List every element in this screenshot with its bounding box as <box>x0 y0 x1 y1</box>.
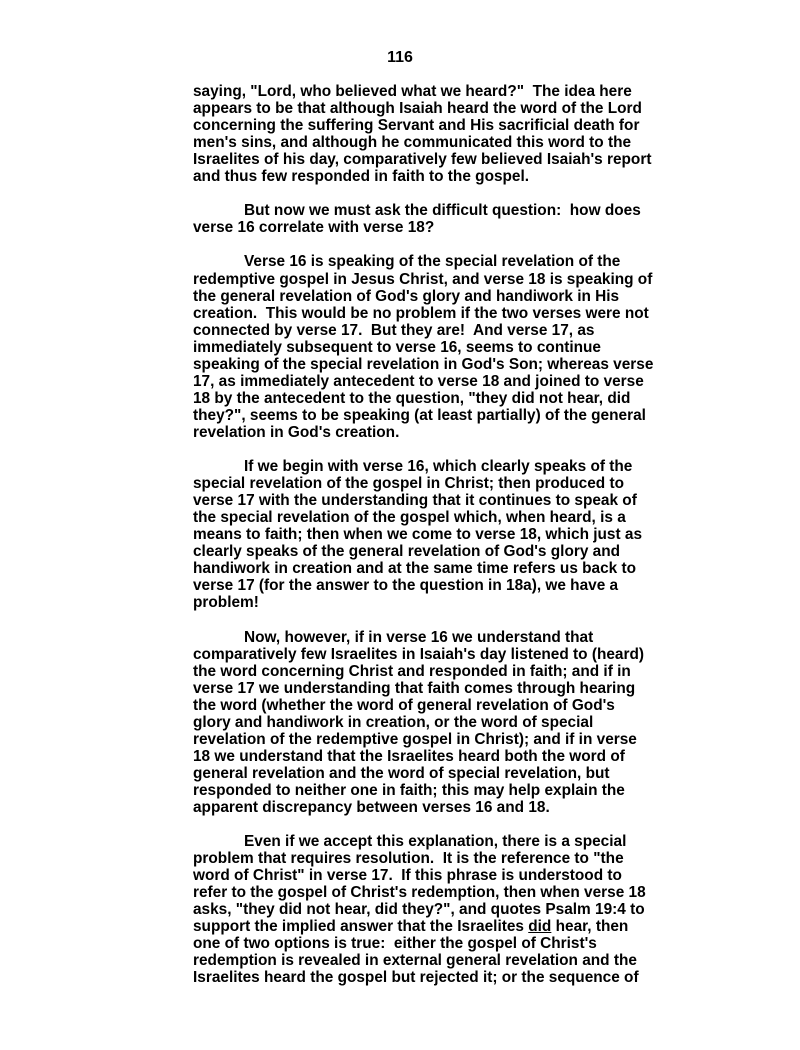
paragraph <box>193 202 733 236</box>
paragraph <box>193 629 733 817</box>
text-line: redemptive gospel in Jesus Christ, and verse 18 is speaking of <box>193 270 653 288</box>
text-line: 18 by the antecedent to the question, "they did not hear, did <box>193 389 631 407</box>
text-line: one of two options is true: either the gospel of Christ's <box>193 935 597 953</box>
text-line: asks, "they did not hear, did they?", and quotes Psalm 19:4 to <box>193 901 645 919</box>
text-line: apparent discrepancy between verses 16 and 18. <box>193 798 550 816</box>
text-line: handiwork in creation and at the same time refers us back to <box>193 560 637 578</box>
text-line: special revelation of the gospel in Christ; then produced to <box>193 475 624 493</box>
text-line: speaking of the special revelation in God's Son; whereas verse <box>193 355 654 373</box>
text-line: means to faith; then when we come to verse 18, which just as <box>193 526 643 544</box>
text-run: support the implied answer that the Israelites <box>193 918 529 936</box>
text-line: clearly speaks of the general revelation of God's glory and <box>193 543 621 561</box>
text-line: 18 we understand that the Israelites heard both the word of <box>193 747 625 765</box>
text-line: glory and handiwork in creation, or the word of special <box>193 713 594 731</box>
text-line: Now, however, if in verse 16 we understand that <box>244 628 594 646</box>
text-line: Israelites of his day, comparatively few believed Isaiah's report <box>193 151 652 169</box>
text-line: But now we must ask the difficult question: how does <box>244 202 641 220</box>
paragraph <box>193 833 733 986</box>
text-line: 17, as immediately antecedent to verse 18 and joined to verse <box>193 372 644 390</box>
text-line: word of Christ" in verse 17. If this phrase is understood to <box>193 867 622 885</box>
text-line: verse 17 with the understanding that it continues to speak of <box>193 492 637 510</box>
text-line: the special revelation of the gospel which, when heard, is a <box>193 509 626 527</box>
paragraph <box>193 458 733 611</box>
text-line: If we begin with verse 16, which clearly speaks of the <box>244 458 633 476</box>
text-line: verse 17 (for the answer to the question in 18a), we have a <box>193 577 619 595</box>
text-line: verse 17 we understanding that faith comes through hearing <box>193 679 636 697</box>
paragraph-gap <box>193 441 733 458</box>
text-line: Verse 16 is speaking of the special revelation of the <box>244 253 621 271</box>
text-line: comparatively few Israelites in Isaiah's day listened to (heard) <box>193 645 645 663</box>
text-line: problem that requires resolution. It is the reference to "the <box>193 850 624 868</box>
text-line: appears to be that although Isaiah heard the word of the Lord <box>193 100 642 118</box>
text-line: revelation in God's creation. <box>193 423 400 441</box>
text-line: refer to the gospel of Christ's redemption, then when verse 18 <box>193 884 646 902</box>
paragraph <box>193 83 733 185</box>
text-line: they?", seems to be speaking (at least partially) of the general <box>193 406 646 424</box>
text-line <box>193 918 733 935</box>
underlined-word: did <box>528 918 552 936</box>
paragraph-gap <box>193 185 733 202</box>
paragraph <box>193 253 733 441</box>
text-line: the general revelation of God's glory and handiwork in His <box>193 287 620 305</box>
text-line: revelation of the redemptive gospel in Christ); and if in verse <box>193 730 637 748</box>
text-line: the word concerning Christ and responded in faith; and if in <box>193 662 631 680</box>
text-line: the word (whether the word of general revelation of God's <box>193 696 615 714</box>
text-line: creation. This would be no problem if the two verses were not <box>193 304 649 322</box>
text-line: and thus few responded in faith to the gospel. <box>193 168 530 186</box>
page-number: 116 <box>387 49 413 66</box>
paragraph-gap <box>193 611 733 628</box>
text-line: Even if we accept this explanation, there is a special <box>244 833 627 851</box>
body-text <box>193 83 733 986</box>
text-line: responded to neither one in faith; this may help explain the <box>193 781 625 799</box>
text-line: problem! <box>193 594 259 612</box>
text-line: Israelites heard the gospel but rejected it; or the sequence of <box>193 969 639 987</box>
text-line: men's sins, and although he communicated this word to the <box>193 134 632 152</box>
text-run: hear, then <box>551 918 629 936</box>
text-line: saying, "Lord, who believed what we heard?" The idea here <box>193 83 632 100</box>
text-line: concerning the suffering Servant and His sacrificial death for <box>193 117 640 135</box>
paragraph-gap <box>193 236 733 253</box>
text-line: connected by verse 17. But they are! And verse 17, as <box>193 321 595 339</box>
text-line: immediately subsequent to verse 16, seems to continue <box>193 338 601 356</box>
text-line: verse 16 correlate with verse 18? <box>193 219 435 237</box>
text-line: redemption is revealed in external general revelation and the <box>193 952 637 970</box>
text-line: general revelation and the word of special revelation, but <box>193 764 610 782</box>
paragraph-gap <box>193 816 733 833</box>
